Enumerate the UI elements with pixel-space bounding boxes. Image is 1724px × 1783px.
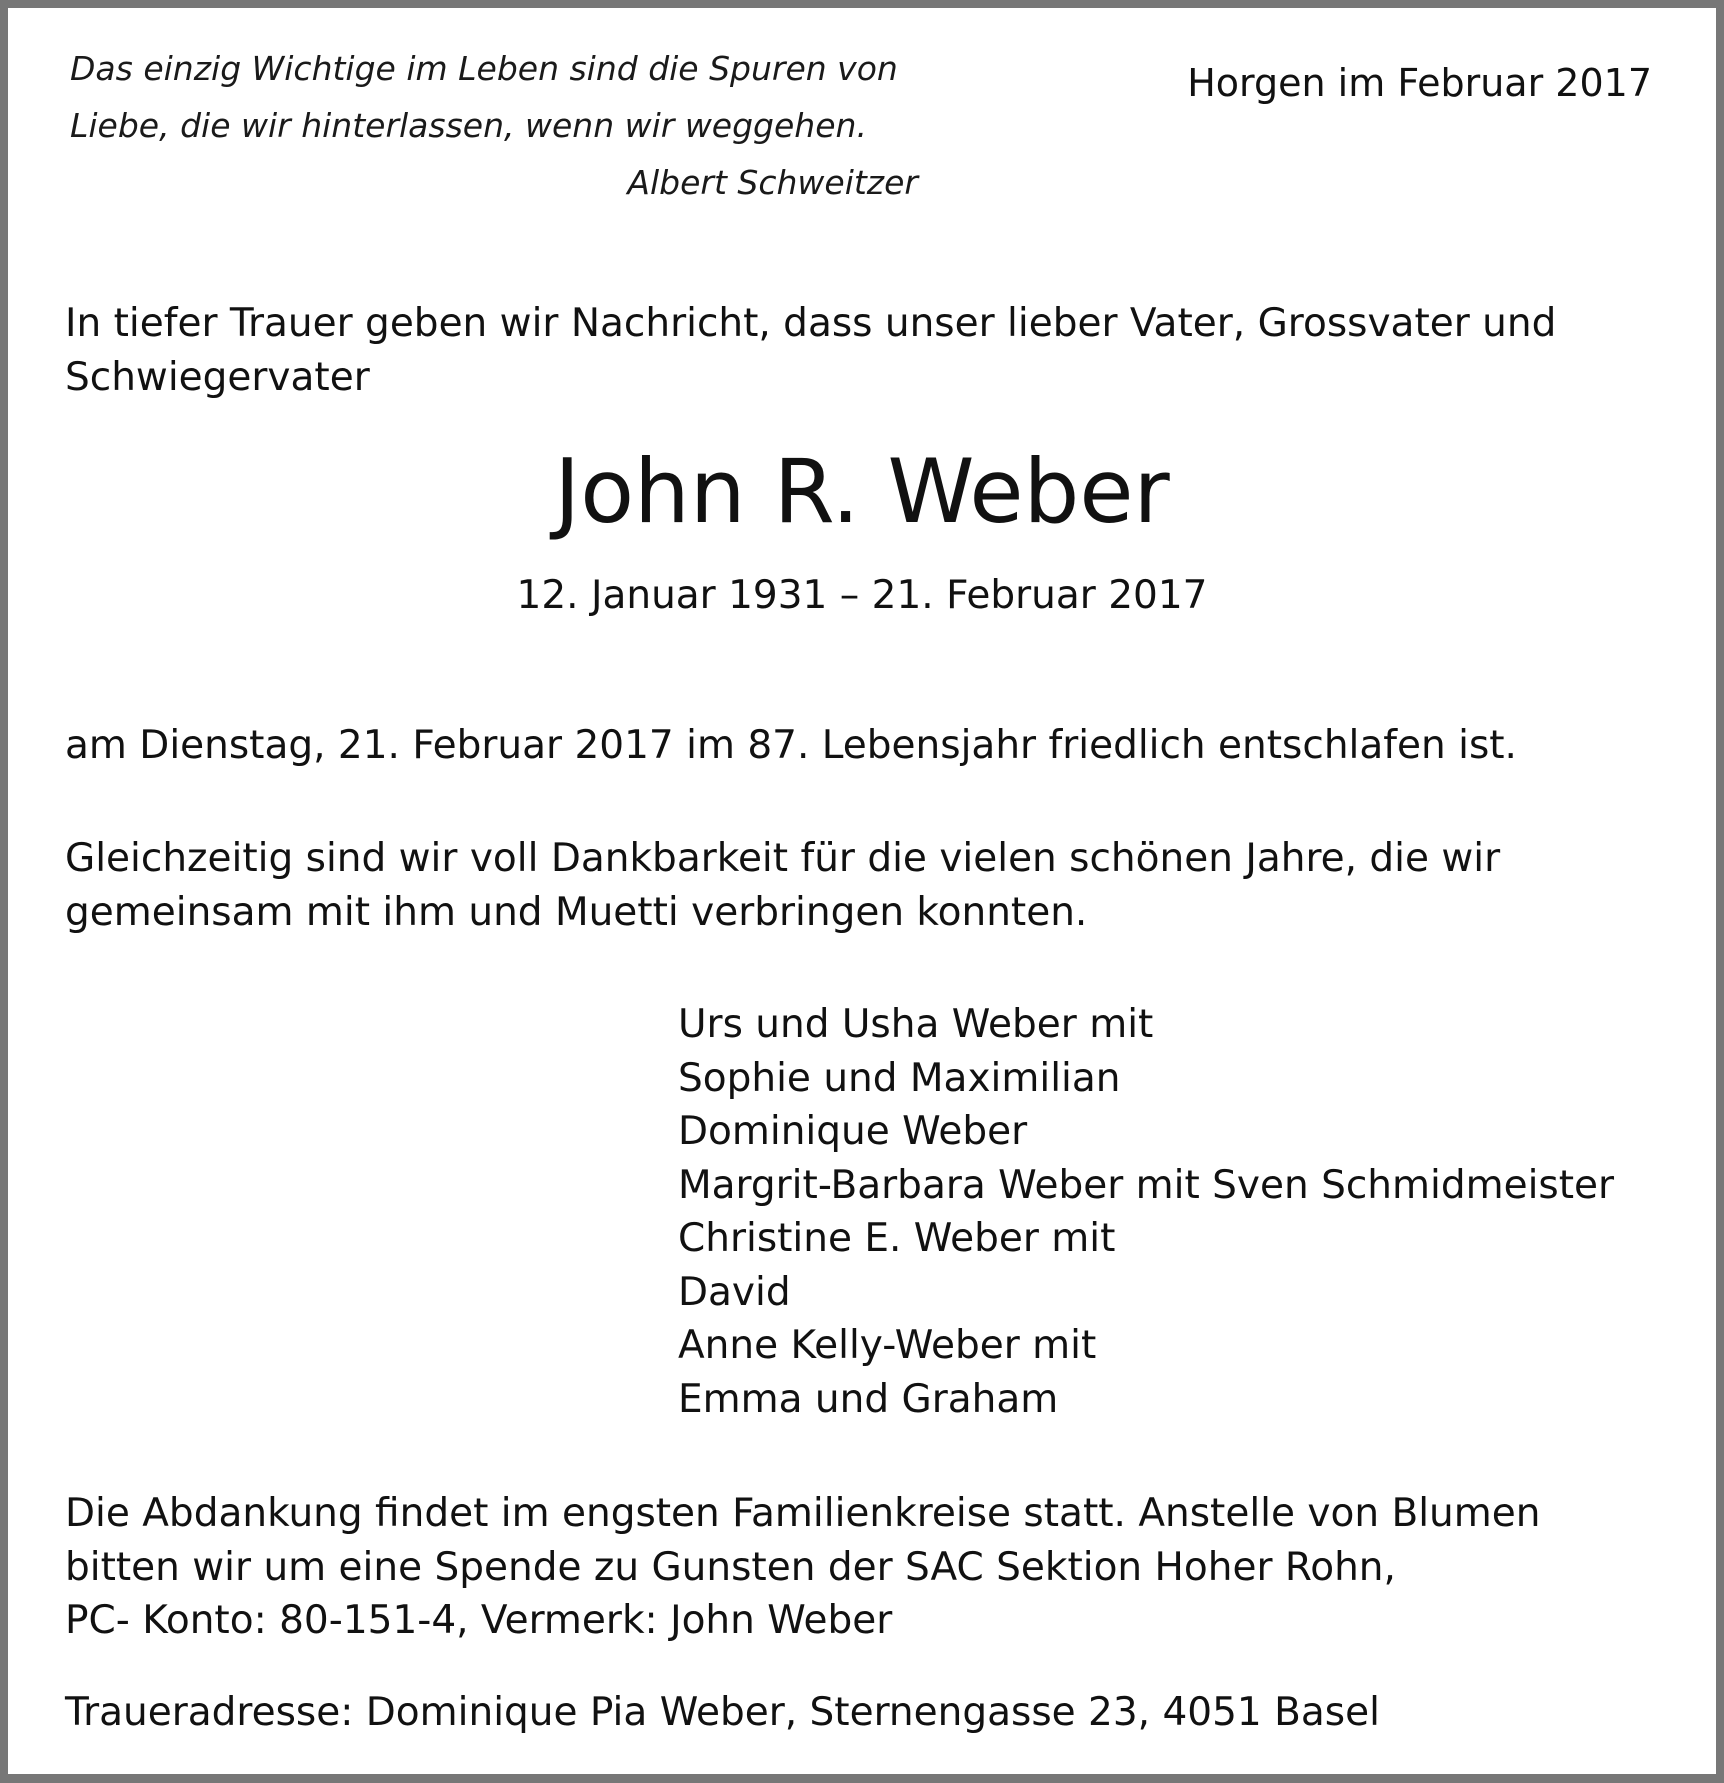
family-member: Margrit-Barbara Weber mit Sven Schmidmeister: [678, 1163, 1615, 1208]
mourning-address: Traueradresse: Dominique Pia Weber, Sternengasse 23, 4051 Basel: [65, 1690, 1380, 1735]
family-member: Emma und Graham: [678, 1377, 1059, 1422]
family-member: David: [678, 1270, 791, 1315]
gratitude-line-2: gemeinsam mit ihm und Muetti verbringen konnten.: [65, 890, 1088, 935]
family-member: Anne Kelly-Weber mit: [678, 1323, 1097, 1368]
family-member: Sophie und Maximilian: [678, 1056, 1121, 1101]
deceased-name: John R. Weber: [554, 440, 1170, 543]
quote-line-1: Das einzig Wichtige im Leben sind die Spuren von: [70, 49, 898, 88]
family-member: Christine E. Weber mit: [678, 1216, 1116, 1261]
funeral-line-1: Die Abdankung findet im engsten Familienkreise statt. Anstelle von Blumen: [65, 1491, 1541, 1536]
funeral-line-3: PC- Konto: 80-151-4, Vermerk: John Weber: [65, 1598, 893, 1643]
quote-author: Albert Schweitzer: [627, 163, 918, 202]
life-dates: 12. Januar 1931 – 21. Februar 2017: [516, 573, 1208, 618]
family-member: Urs und Usha Weber mit: [678, 1002, 1154, 1047]
family-member: Dominique Weber: [678, 1109, 1028, 1154]
quote-line-2: Liebe, die wir hinterlassen, wenn wir weggehen.: [70, 106, 867, 145]
place-date: Horgen im Februar 2017: [1187, 61, 1652, 105]
intro-line-2: Schwiegervater: [65, 355, 370, 400]
intro-line-1: In tiefer Trauer geben wir Nachricht, dass unser lieber Vater, Grossvater und: [65, 301, 1557, 346]
gratitude-line-1: Gleichzeitig sind wir voll Dankbarkeit für die vielen schönen Jahre, die wir: [65, 836, 1501, 881]
funeral-line-2: bitten wir um eine Spende zu Gunsten der SAC Sektion Hoher Rohn,: [65, 1545, 1396, 1590]
death-line: am Dienstag, 21. Februar 2017 im 87. Lebensjahr friedlich entschlafen ist.: [65, 723, 1517, 768]
